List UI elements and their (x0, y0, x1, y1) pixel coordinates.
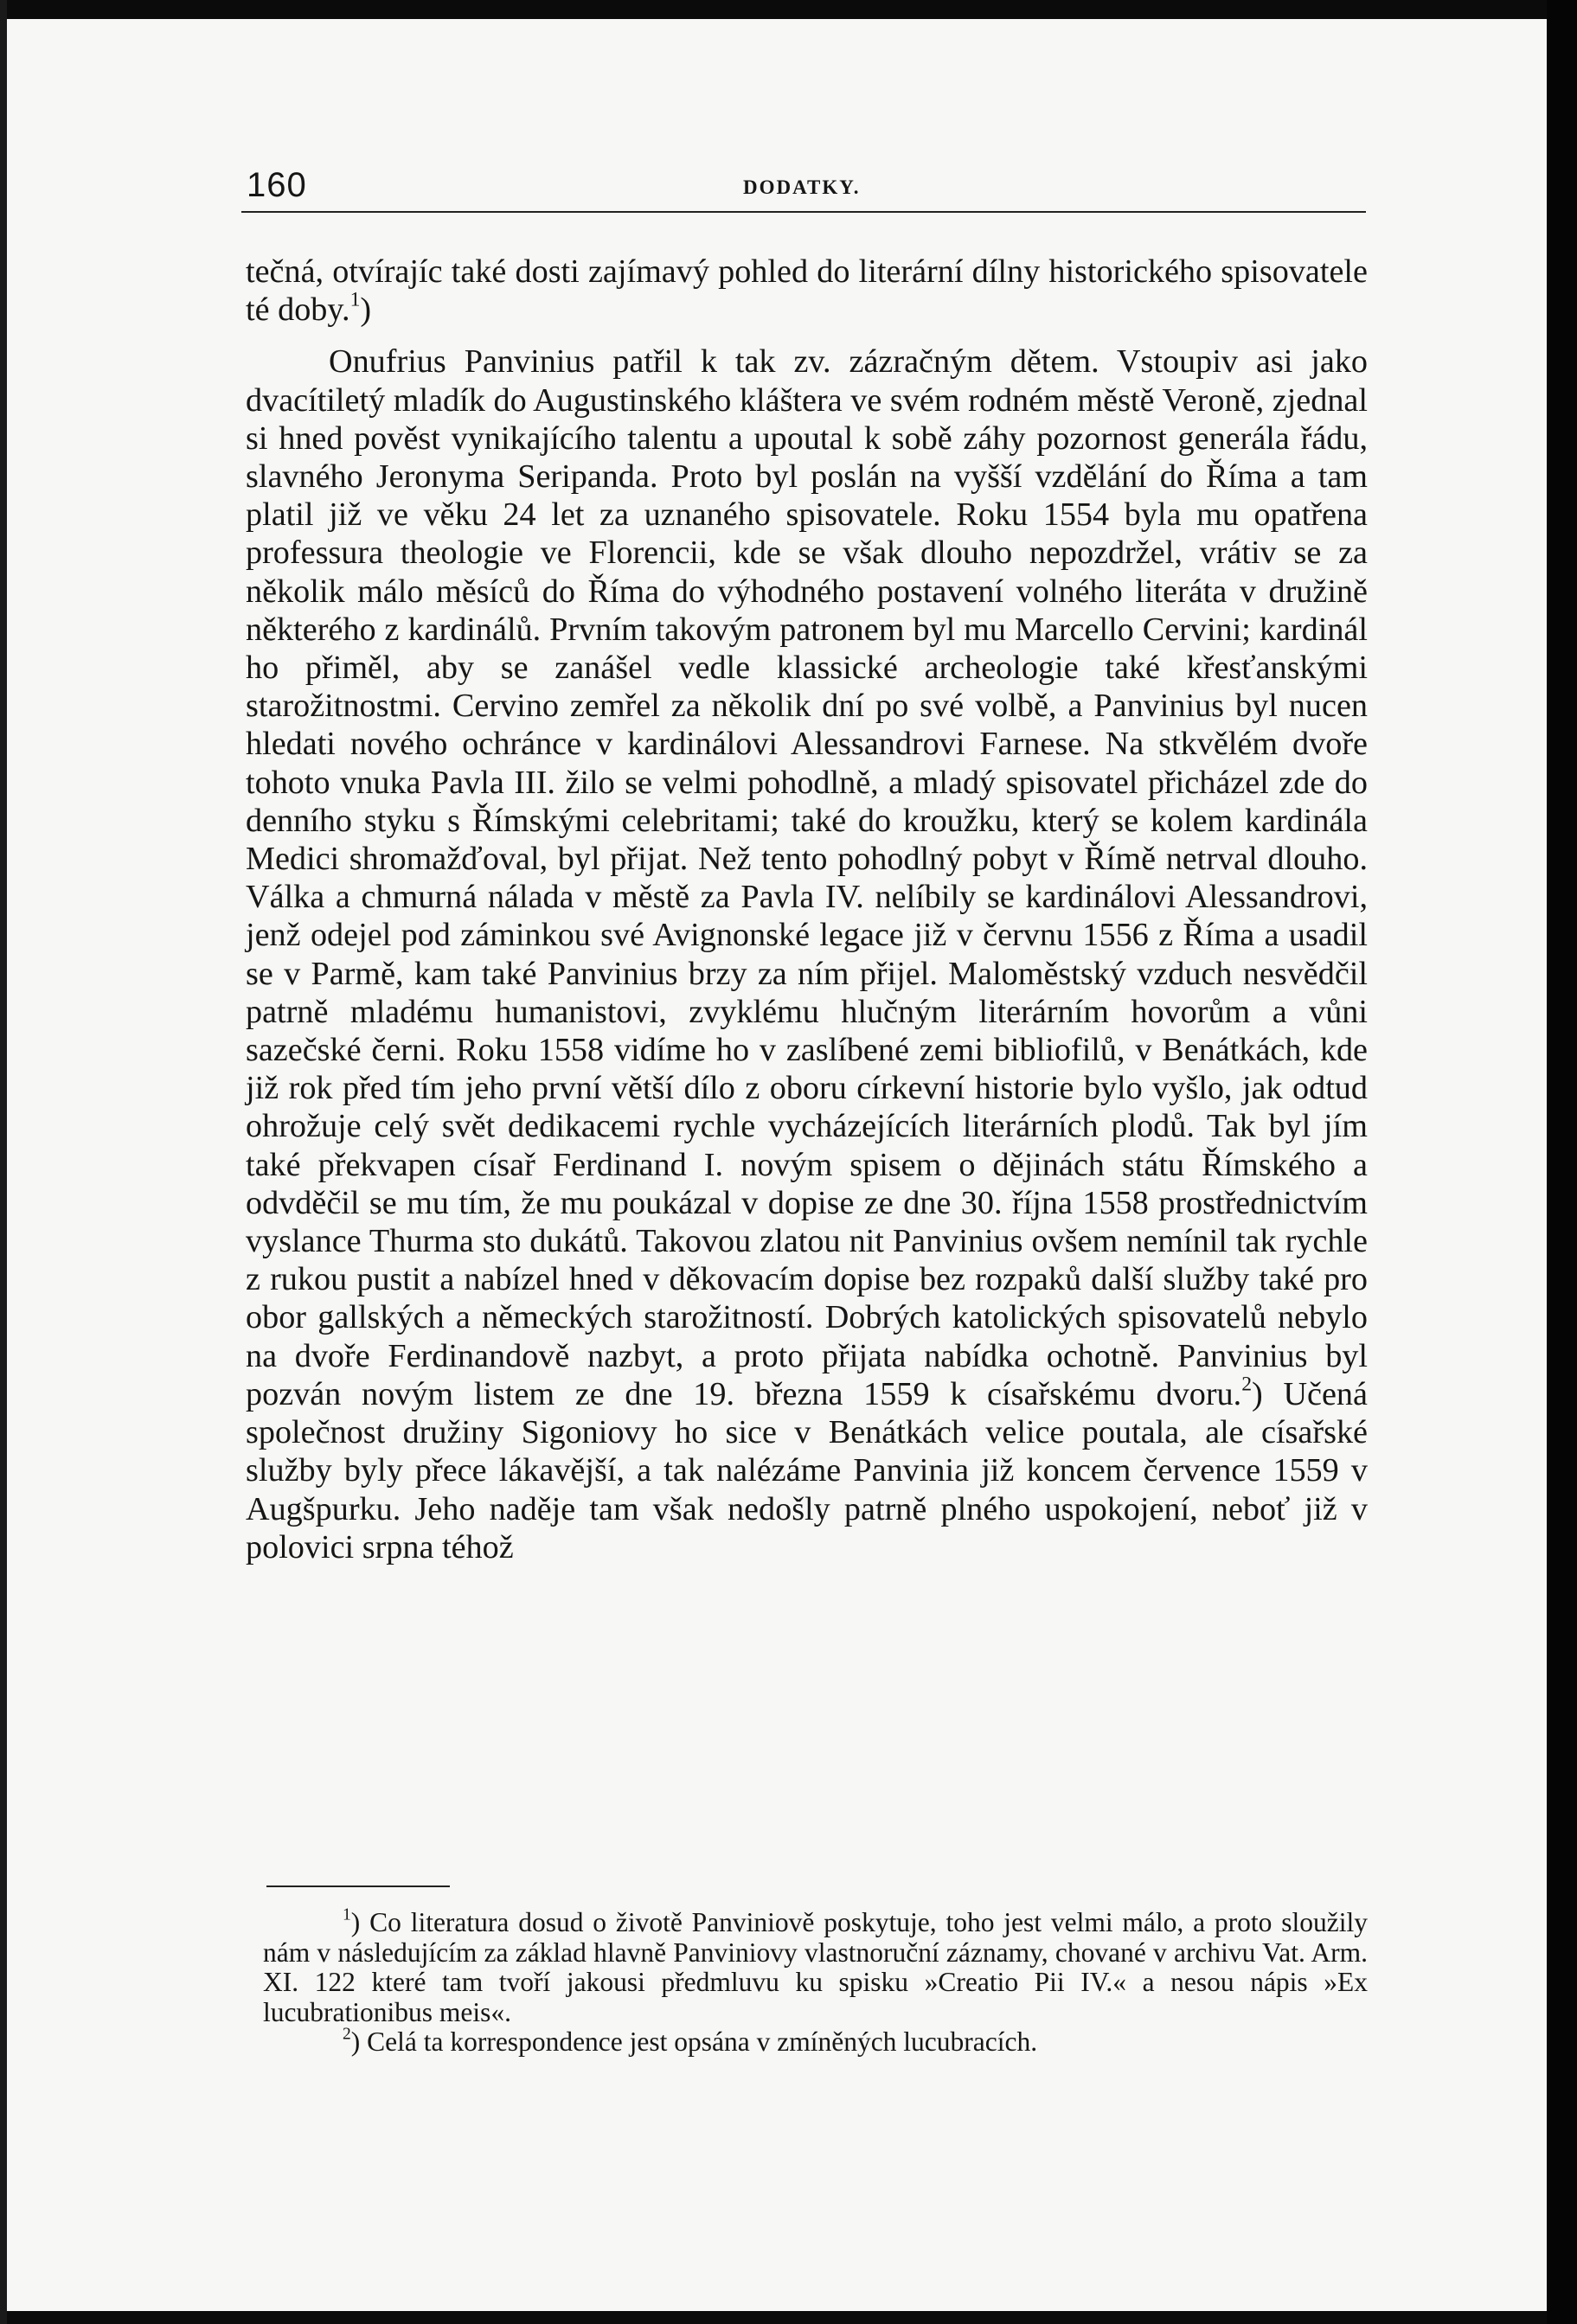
paragraph-continuation (246, 253, 1368, 329)
paragraph-2-text-b: Učená společnost družiny Sigoniovy ho sice v Benátkách velice poutala, ale císařské služby byly přece lákavější, a tak nalézáme Panvinia již koncem července 1559 v Augšpurku. Jeho naděje tam však nedošly patrně plného uspokojení, neboť již v polovici srpna téhož (246, 1375, 1368, 1565)
header-rule (241, 211, 1366, 213)
footnote-2 (263, 2027, 1368, 2058)
book-page (7, 19, 1547, 2311)
footnotes (263, 1905, 1368, 2058)
running-head: DODATKY. (743, 176, 861, 198)
footnote-2-text: Celá ta korrespondence jest opsána v zmíněných lucubracích. (360, 2026, 1038, 2057)
footnote-1-marker: 1 (343, 1905, 351, 1924)
footnote-ref-1: 1 (349, 288, 361, 311)
footnote-1 (263, 1905, 1368, 2027)
page-number: 160 (247, 166, 307, 204)
page-header (241, 166, 1366, 211)
footnote-1-close: ) (350, 1907, 361, 1937)
footnote-2-marker: 2 (343, 2025, 351, 2044)
paragraph-1-text: tečná, otvírajíc také dosti zajímavý pohled do literární dílny historického spisovatele té doby. (246, 253, 1368, 329)
footnote-1-text: Co literatura dosud o životě Panviniově poskytuje, toho jest velmi málo, a proto sloužily nám v následujícím za základ hlavně Panviniovy vlastnoruční záznamy, chované v archivu Vat. Arm. XI. 122 které tam tvoří jakousi předmluvu ku spisku »Creatio Pii IV.« a nesou nápis »Ex lucubrationibus meis«. (263, 1907, 1368, 2027)
footnote-ref-1-close: ) (360, 291, 372, 329)
paragraph-2-text-a: Onufrius Panvinius patřil k tak zv. zázračným dětem. Vstoupiv asi jako dvacítiletý mladík do Augustinského kláštera ve svém rodném městě Veroně, zjednal si hned pověst vynikajícího talentu a upoutal k sobě záhy pozornost generála řádu, slavného Jeronyma Seripanda. Proto byl poslán na vyšší vzdělání do Říma a tam platil již ve věku 24 let za uznaného spisovatele. Roku 1554 byla mu opatřena professura theologie ve Florencii, kde se však dlouho nepozdržel, vrátiv se za několik málo měsíců do Říma do výhodného postavení volného literáta v družině některého z kardinálů. Prvním takovým patronem byl mu Marcello Cervini; kardinál ho přiměl, aby se zanášel vedle klassické archeologie také křesťanskými starožitnostmi. Cervino zemřel za několik dní po své volbě, a Panvinius byl nucen hledati nového ochránce v kardinálovi Alessandrovi Farnese. Na stkvělém dvoře tohoto vnuka Pavla III. žilo se velmi pohodlně, a mladý spisovatel přicházel zde do denního styku s Římskými celebritami; také do kroužku, který se kolem kardinála Medici shromažďoval, byl přijat. Než tento pohodlný pobyt v Římě netrval dlouho. Válka a chmurná nálada v městě za Pavla IV. nelíbily se kardinálovi Alessandrovi, jenž odejel pod záminkou své Avignonské legace již v červnu 1556 z Říma a usadil se v Parmě, kam také Panvinius brzy za ním přijel. Maloměstský vzduch nesvědčil patrně mladému humanistovi, zvyklému hlučným literárním hovorům a vůni sazečské černi. Roku 1558 vidíme ho v zaslíbené zemi bibliofilů, v Benátkách, kde již rok před tím jeho první větší dílo z oboru církevní historie bylo vyšlo, jak odtud ohrožuje celý svět dedikacemi rychle vycházejících literárních plodů. Tak byl jím také překvapen císař Ferdinand I. novým spisem o dějinách státu Římského a odvděčil se mu tím, že mu poukázal v dopise ze dne 30. října 1558 prostřednictvím vyslance Thurma sto dukátů. Takovou zlatou nit Panvinius ovšem nemínil tak rychle z rukou pustit a nabízel hned v děkovacím dopise bez rozpaků další služby také pro obor gallských a německých starožitností. Dobrých katolických spisovatelů nebylo na dvoře Ferdinandově nazbyt, a proto přijata nabídka ochotně. Panvinius byl pozván novým listem ze dne 19. března 1559 k císařskému dvoru. (246, 343, 1368, 1412)
paragraph-panvinius (246, 343, 1368, 1566)
main-text (246, 253, 1368, 1566)
footnote-ref-2: 2 (1241, 1373, 1253, 1396)
footnote-ref-2-close: ) (1252, 1375, 1263, 1412)
scan-border-left (0, 0, 7, 2324)
scan-border-right (1547, 0, 1577, 2324)
footnote-2-close: ) (350, 2026, 361, 2057)
footnote-rule (266, 1885, 450, 1887)
